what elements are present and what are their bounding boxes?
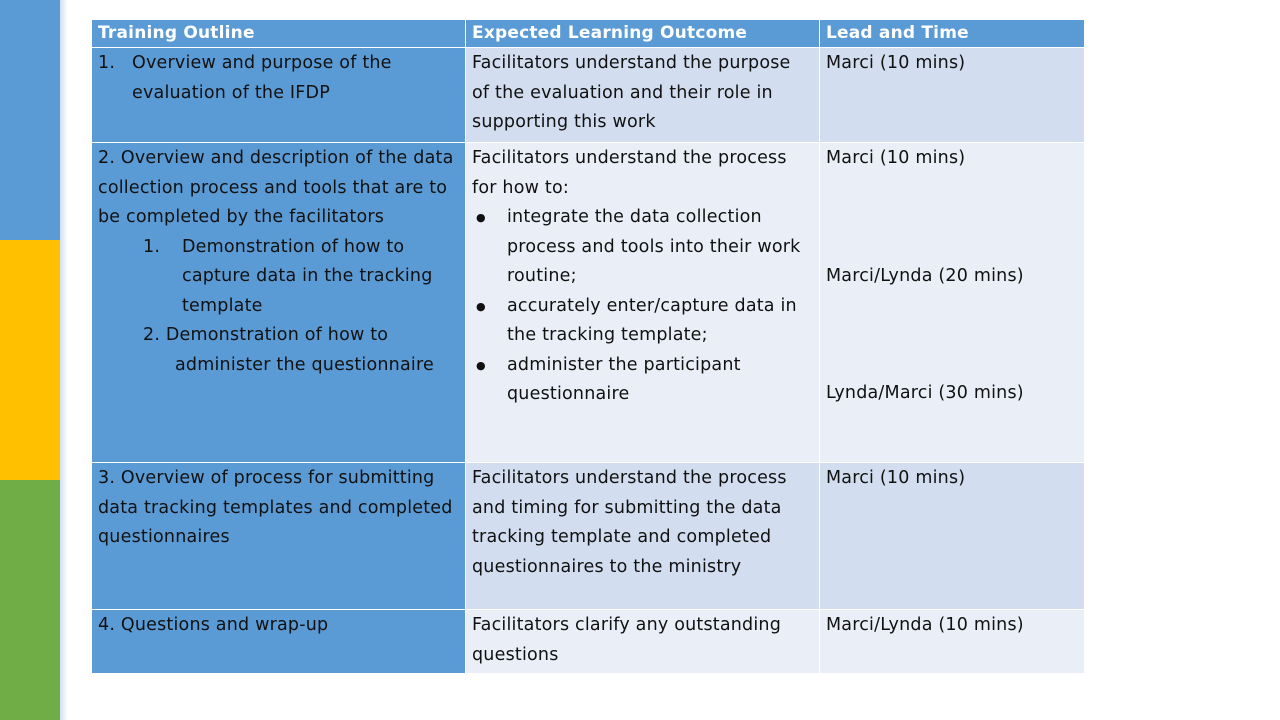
side-bar-green <box>0 480 60 720</box>
outline-cell <box>92 48 466 143</box>
outline-cell: 4. Questions and wrap-up <box>92 610 466 674</box>
outcome-cell: Facilitators clarify any outstanding questions <box>466 610 820 674</box>
table-header-row <box>92 20 1085 48</box>
header-expected-outcome: Expected Learning Outcome <box>466 20 820 48</box>
lead-text: Marci (10 mins) <box>826 148 966 168</box>
outcome-cell: Facilitators understand the purpose of the evaluation and their role in supporting this work <box>466 48 820 143</box>
table-row <box>92 610 1085 674</box>
lead-cell: Marci/Lynda (10 mins) <box>820 610 1085 674</box>
table-row <box>92 48 1085 143</box>
side-bar-shadow <box>60 0 68 720</box>
list-item <box>472 203 813 292</box>
lead-cell: Marci (10 mins) <box>820 48 1085 143</box>
bullet-text: administer the participant questionnaire <box>507 354 741 404</box>
outline-cell: 3. Overview of process for submitting data tracking templates and completed questionnaires <box>92 463 466 610</box>
outcome-intro: Facilitators understand the process for how to: <box>472 148 787 198</box>
table-row <box>92 143 1085 463</box>
bullet-text: integrate the data collection process and tools into their work routine; <box>507 207 801 286</box>
table-row <box>92 463 1085 610</box>
lead-cell <box>820 143 1085 463</box>
sub-item-text: Demonstration of how to capture data in the tracking template <box>182 236 433 316</box>
bullet-icon <box>472 203 507 292</box>
sub-item <box>98 233 459 322</box>
outline-text: Overview and purpose of the evaluation of the IFDP <box>132 53 392 103</box>
sub-item-number: 1. <box>143 236 161 257</box>
list-item <box>472 292 813 351</box>
bullet-icon <box>472 351 507 410</box>
lead-cell: Marci (10 mins) <box>820 463 1085 610</box>
bullet-text: accurately enter/capture data in the tracking template; <box>507 295 797 345</box>
outline-number: 1. <box>98 53 116 73</box>
sub-item <box>98 321 459 380</box>
outcome-cell: Facilitators understand the process and timing for submitting the data tracking template and completed questionnaires to the ministry <box>466 463 820 610</box>
lead-text: Lynda/Marci (30 mins) <box>826 383 1024 403</box>
outcome-cell <box>466 143 820 463</box>
sub-item-text: Demonstration of how to <box>165 325 389 345</box>
outcome-bullet-list <box>472 203 813 410</box>
header-lead-time: Lead and Time <box>820 20 1085 48</box>
bullet-icon <box>472 292 507 351</box>
outline-cell <box>92 143 466 463</box>
sub-item-text-continued: administer the questionnaire <box>175 354 434 375</box>
side-bar-yellow <box>0 240 60 480</box>
header-training-outline: Training Outline <box>92 20 466 48</box>
side-bar-blue <box>0 0 60 240</box>
training-outline-table <box>91 19 1085 674</box>
lead-text: Marci/Lynda (20 mins) <box>826 265 1024 286</box>
list-item <box>472 351 813 410</box>
sub-item-number: 2. <box>143 325 161 345</box>
outline-text: 2. Overview and description of the data collection process and tools that are to be completed by the facilitators <box>98 148 454 227</box>
